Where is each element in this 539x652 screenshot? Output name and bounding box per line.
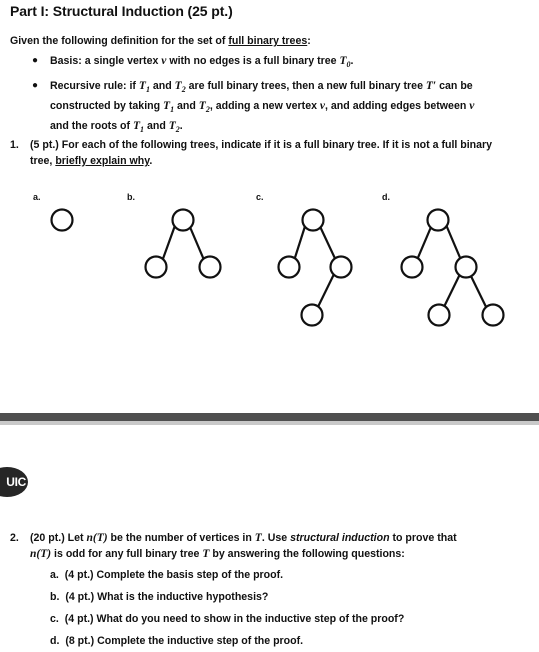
q2-line-2	[30, 546, 520, 562]
briefly-explain-why: briefly explain why	[55, 155, 150, 167]
tree-node	[429, 305, 450, 326]
rec-text: can be	[436, 80, 473, 92]
var-v: v	[319, 100, 326, 113]
subscript-1: 1	[145, 85, 150, 95]
tree-a	[52, 210, 73, 231]
part-text: (8 pt.) Complete the inductive step of the proof.	[65, 635, 304, 647]
intro-text: Given the following definition for the set of	[10, 35, 229, 47]
basis-period: .	[350, 55, 354, 67]
tree-node	[331, 257, 352, 278]
tree-node	[173, 210, 194, 231]
var-nT: n(T)	[86, 532, 108, 544]
part-letter: b.	[50, 591, 60, 603]
bullet-icon: ●	[32, 80, 39, 91]
q2-text	[30, 530, 520, 562]
tree-node	[52, 210, 73, 231]
full-binary-trees-term: full binary trees	[228, 35, 308, 47]
q2-text-a: (20 pt.) Let	[30, 532, 87, 544]
q1-text-2: tree,	[30, 155, 56, 167]
subscript-1: 1	[140, 125, 145, 135]
tree-node	[456, 257, 477, 278]
tree-node	[303, 210, 324, 231]
q1-text	[30, 137, 520, 169]
structural-induction-term: structural induction	[290, 532, 390, 544]
basis-text: Basis: a single vertex	[50, 55, 162, 67]
tree-label-c: c.	[256, 192, 264, 202]
rec-text: , and adding edges between	[325, 100, 470, 113]
q1-number: 1.	[10, 139, 19, 151]
tree-diagrams	[0, 190, 539, 340]
subscript-2: 2	[175, 125, 180, 135]
var-T-prime: T′	[425, 80, 437, 92]
tree-node	[428, 210, 449, 231]
q2-part-a	[50, 567, 283, 583]
subscript-2: 2	[181, 85, 186, 95]
rec-text: .	[179, 120, 183, 133]
q1-line-2	[30, 153, 520, 169]
var-T: T	[339, 55, 347, 67]
q2-line-1	[30, 530, 520, 546]
basis-text-2: with no edges is a full binary tree	[166, 55, 340, 67]
q1-period: .	[149, 155, 153, 167]
tree-node	[402, 257, 423, 278]
subscript-1: 1	[170, 105, 175, 115]
q2-number: 2.	[10, 532, 19, 544]
tree-node	[302, 305, 323, 326]
rec-text: and	[144, 120, 169, 133]
q2-part-b	[50, 589, 268, 605]
subscript-0: 0	[346, 60, 351, 70]
part-text: (4 pt.) What do you need to show in the inductive step of the proof?	[64, 613, 405, 625]
var-T2: T	[174, 80, 182, 92]
recursive-line-1	[50, 78, 510, 98]
var-T1: T	[138, 80, 146, 92]
tree-node	[279, 257, 300, 278]
tree-label-d: d.	[382, 192, 390, 202]
q2-text-f: by answering the following questions:	[209, 548, 405, 560]
tree-b	[146, 210, 221, 278]
var-T: T	[254, 532, 262, 544]
intro-colon: :	[307, 35, 311, 47]
tree-c	[279, 210, 352, 326]
q2-text-c: . Use	[261, 532, 291, 544]
rec-text: and	[174, 100, 199, 113]
uic-logo: UIC	[0, 467, 28, 497]
tree-d	[402, 210, 504, 326]
var-T1: T	[132, 120, 141, 133]
tree-node	[146, 257, 167, 278]
rec-text: and the roots of	[50, 120, 133, 133]
rec-text: and	[149, 80, 175, 92]
var-T1: T	[163, 100, 171, 113]
q2-part-c	[50, 611, 404, 627]
part-letter: d.	[50, 635, 60, 647]
part-text: (4 pt.) What is the inductive hypothesis?	[65, 591, 269, 603]
var-nT: n(T)	[30, 548, 52, 560]
subscript-2: 2	[205, 105, 210, 115]
var-v: v	[161, 55, 167, 67]
q2-part-d	[50, 633, 303, 649]
var-T2: T	[198, 100, 206, 113]
tree-node	[200, 257, 221, 278]
var-T2: T	[168, 120, 176, 133]
var-v: v	[469, 100, 475, 113]
bullet-icon: ●	[32, 55, 39, 66]
part-letter: a.	[50, 569, 59, 581]
q1-line-1: (5 pt.) For each of the following trees, indicate if it is a full binary tree. If it is not a full binary	[30, 139, 493, 151]
q2-text-d: to prove that	[389, 532, 457, 544]
part-letter: c.	[50, 613, 59, 625]
basis-rule	[50, 53, 353, 73]
q2-text-e: is odd for any full binary tree	[51, 548, 203, 560]
recursive-line-2	[50, 98, 510, 118]
recursive-rule	[50, 78, 510, 138]
part-text: (4 pt.) Complete the basis step of the proof.	[64, 569, 284, 581]
rec-text: Recursive rule: if	[50, 80, 139, 92]
tree-label-b: b.	[127, 192, 135, 202]
q2-text-b: be the number of vertices in	[107, 532, 255, 544]
var-T: T	[202, 548, 210, 560]
rec-text: are full binary trees, then a new full binary tree	[185, 80, 426, 92]
recursive-line-3	[50, 118, 510, 138]
tree-label-a: a.	[33, 192, 41, 202]
rec-text: , adding a new vertex	[209, 100, 320, 113]
definition-intro	[10, 33, 311, 49]
page-divider	[0, 413, 539, 421]
part-title: Part I: Structural Induction (25 pt.)	[10, 3, 233, 19]
rec-text: constructed by taking	[50, 100, 164, 113]
page-divider-shadow	[0, 421, 539, 425]
tree-node	[483, 305, 504, 326]
